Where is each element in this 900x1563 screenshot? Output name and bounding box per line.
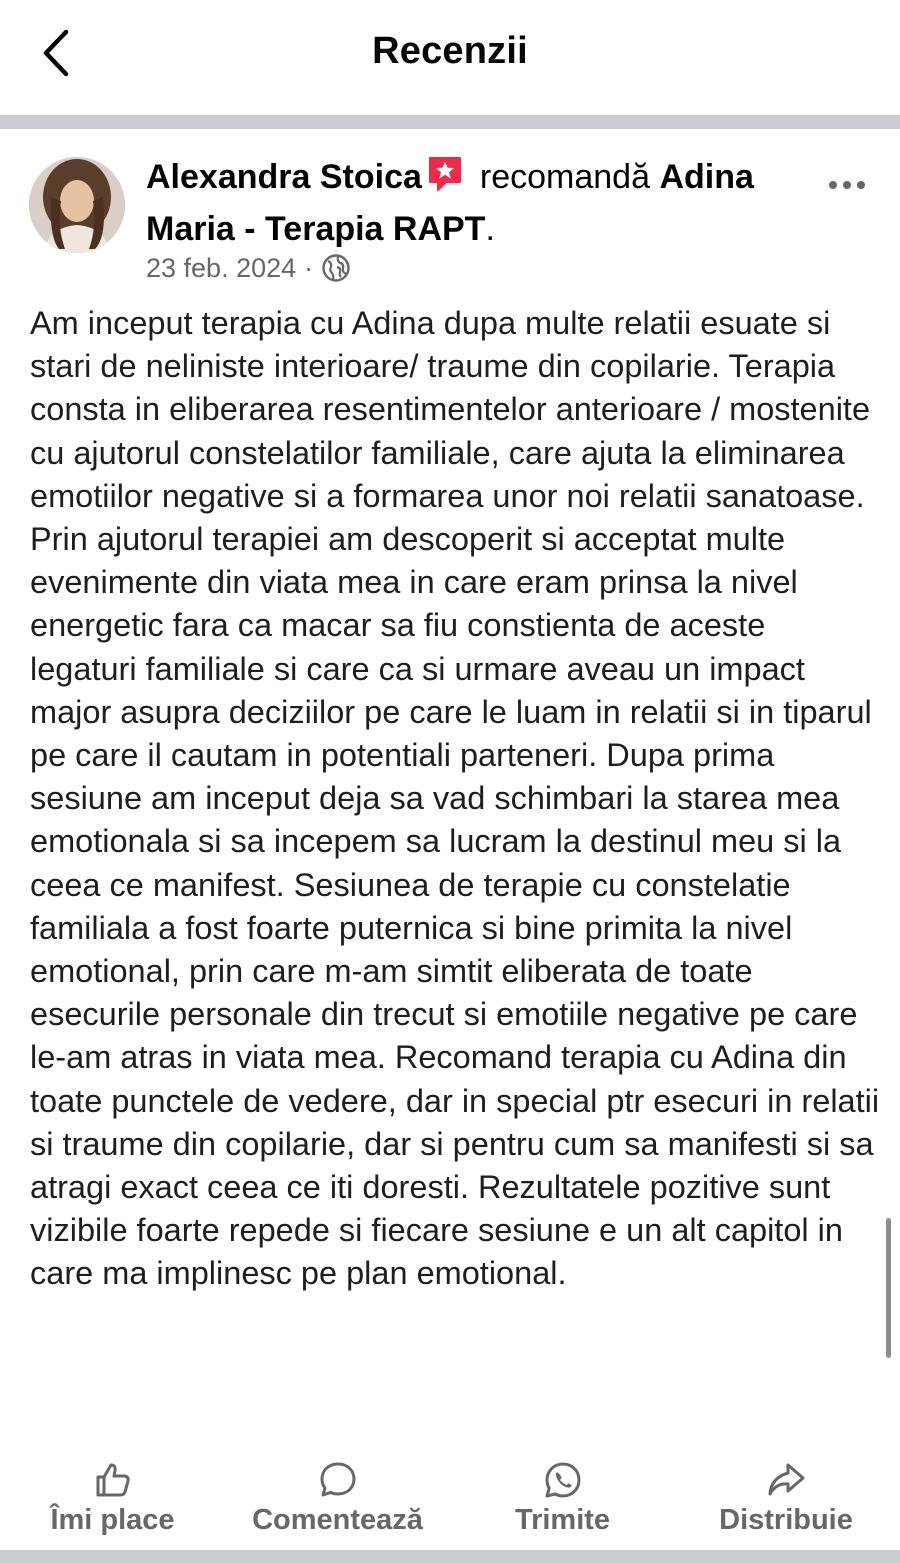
share-label: Distribuie [719,1504,853,1536]
comment-label: Comentează [252,1504,423,1536]
author-name[interactable]: Alexandra Stoica [146,158,422,196]
post-text [30,302,880,1296]
recommends-verb: recomandă [479,158,650,196]
more-options-button[interactable] [826,175,870,195]
star-badge-icon [426,154,464,205]
post-header [0,129,900,299]
post-date[interactable]: 23 feb. 2024 [146,253,297,283]
divider [0,115,900,129]
top-bar [0,0,900,115]
avatar[interactable] [29,157,125,253]
send-label: Trimite [514,1504,611,1536]
divider [0,1550,900,1563]
separator-dot: · [304,253,314,283]
page-name-link[interactable]: Adina Maria - Terapia RAPT [146,158,754,248]
like-label: Îmi place [50,1504,175,1536]
period: . [485,210,495,248]
post-title-line [146,153,816,253]
comment-icon [318,1460,358,1500]
thumbs-up-icon [93,1460,133,1500]
avatar-image [29,157,125,253]
like-button[interactable] [40,1460,185,1537]
page-title: Recenzii [372,30,528,72]
comment-button[interactable] [240,1460,435,1537]
scrollbar[interactable] [886,1218,891,1358]
whatsapp-icon [543,1460,583,1500]
post-meta [146,251,351,285]
more-horizontal-icon [826,175,870,195]
post-actions-bar [0,1450,900,1550]
globe-icon [321,253,351,283]
share-icon [766,1460,806,1500]
post-body-paragraph: Am inceput terapia cu Adina dupa multe relatii esuate si stari de neliniste interioare/ traume din copilarie. Terapia consta in eliberarea resentimentelor anterioare / mostenite cu ajutorul constelatilor familiale, care ajuta la eliminarea emotiilor negative si a formarea unor noi relatii sanatoase. Prin ajutorul terapiei am descoperit si acceptat multe evenimente din viata mea in care eram prinsa la nivel energetic fara ca macar sa fiu constienta de aceste legaturi familiale si care ca si urmare aveau un impact major asupra deciziilor pe care le luam in relatii si in tiparul pe care il cautam in potentiali parteneri. Dupa prima sesiune am inceput deja sa vad schimbari la starea mea emotionala si sa incepem sa lucram la destinul meu si la ceea ce manifest. Sesiunea de terapie cu constelatie familiala a fost foarte puternica si bine primita la nivel emotional, prin care m-am simtit eliberata de toate esecurile personale din trecut si emotiile negative pe care le-am atras in viata mea. Recomand terapia cu Adina din toate punctele de vedere, dar in special ptr esecuri in relatii si traume din copilarie, dar si pentru cum sa manifesti si sa atragi exact ceea ce iti doresti. Rezultatele pozitive sunt vizibile foarte repede si fiecare sesiune e un alt capitol in care ma implinesc pe plan emotional. [30,305,880,1292]
share-button[interactable] [708,1460,864,1537]
send-button[interactable] [500,1460,625,1537]
